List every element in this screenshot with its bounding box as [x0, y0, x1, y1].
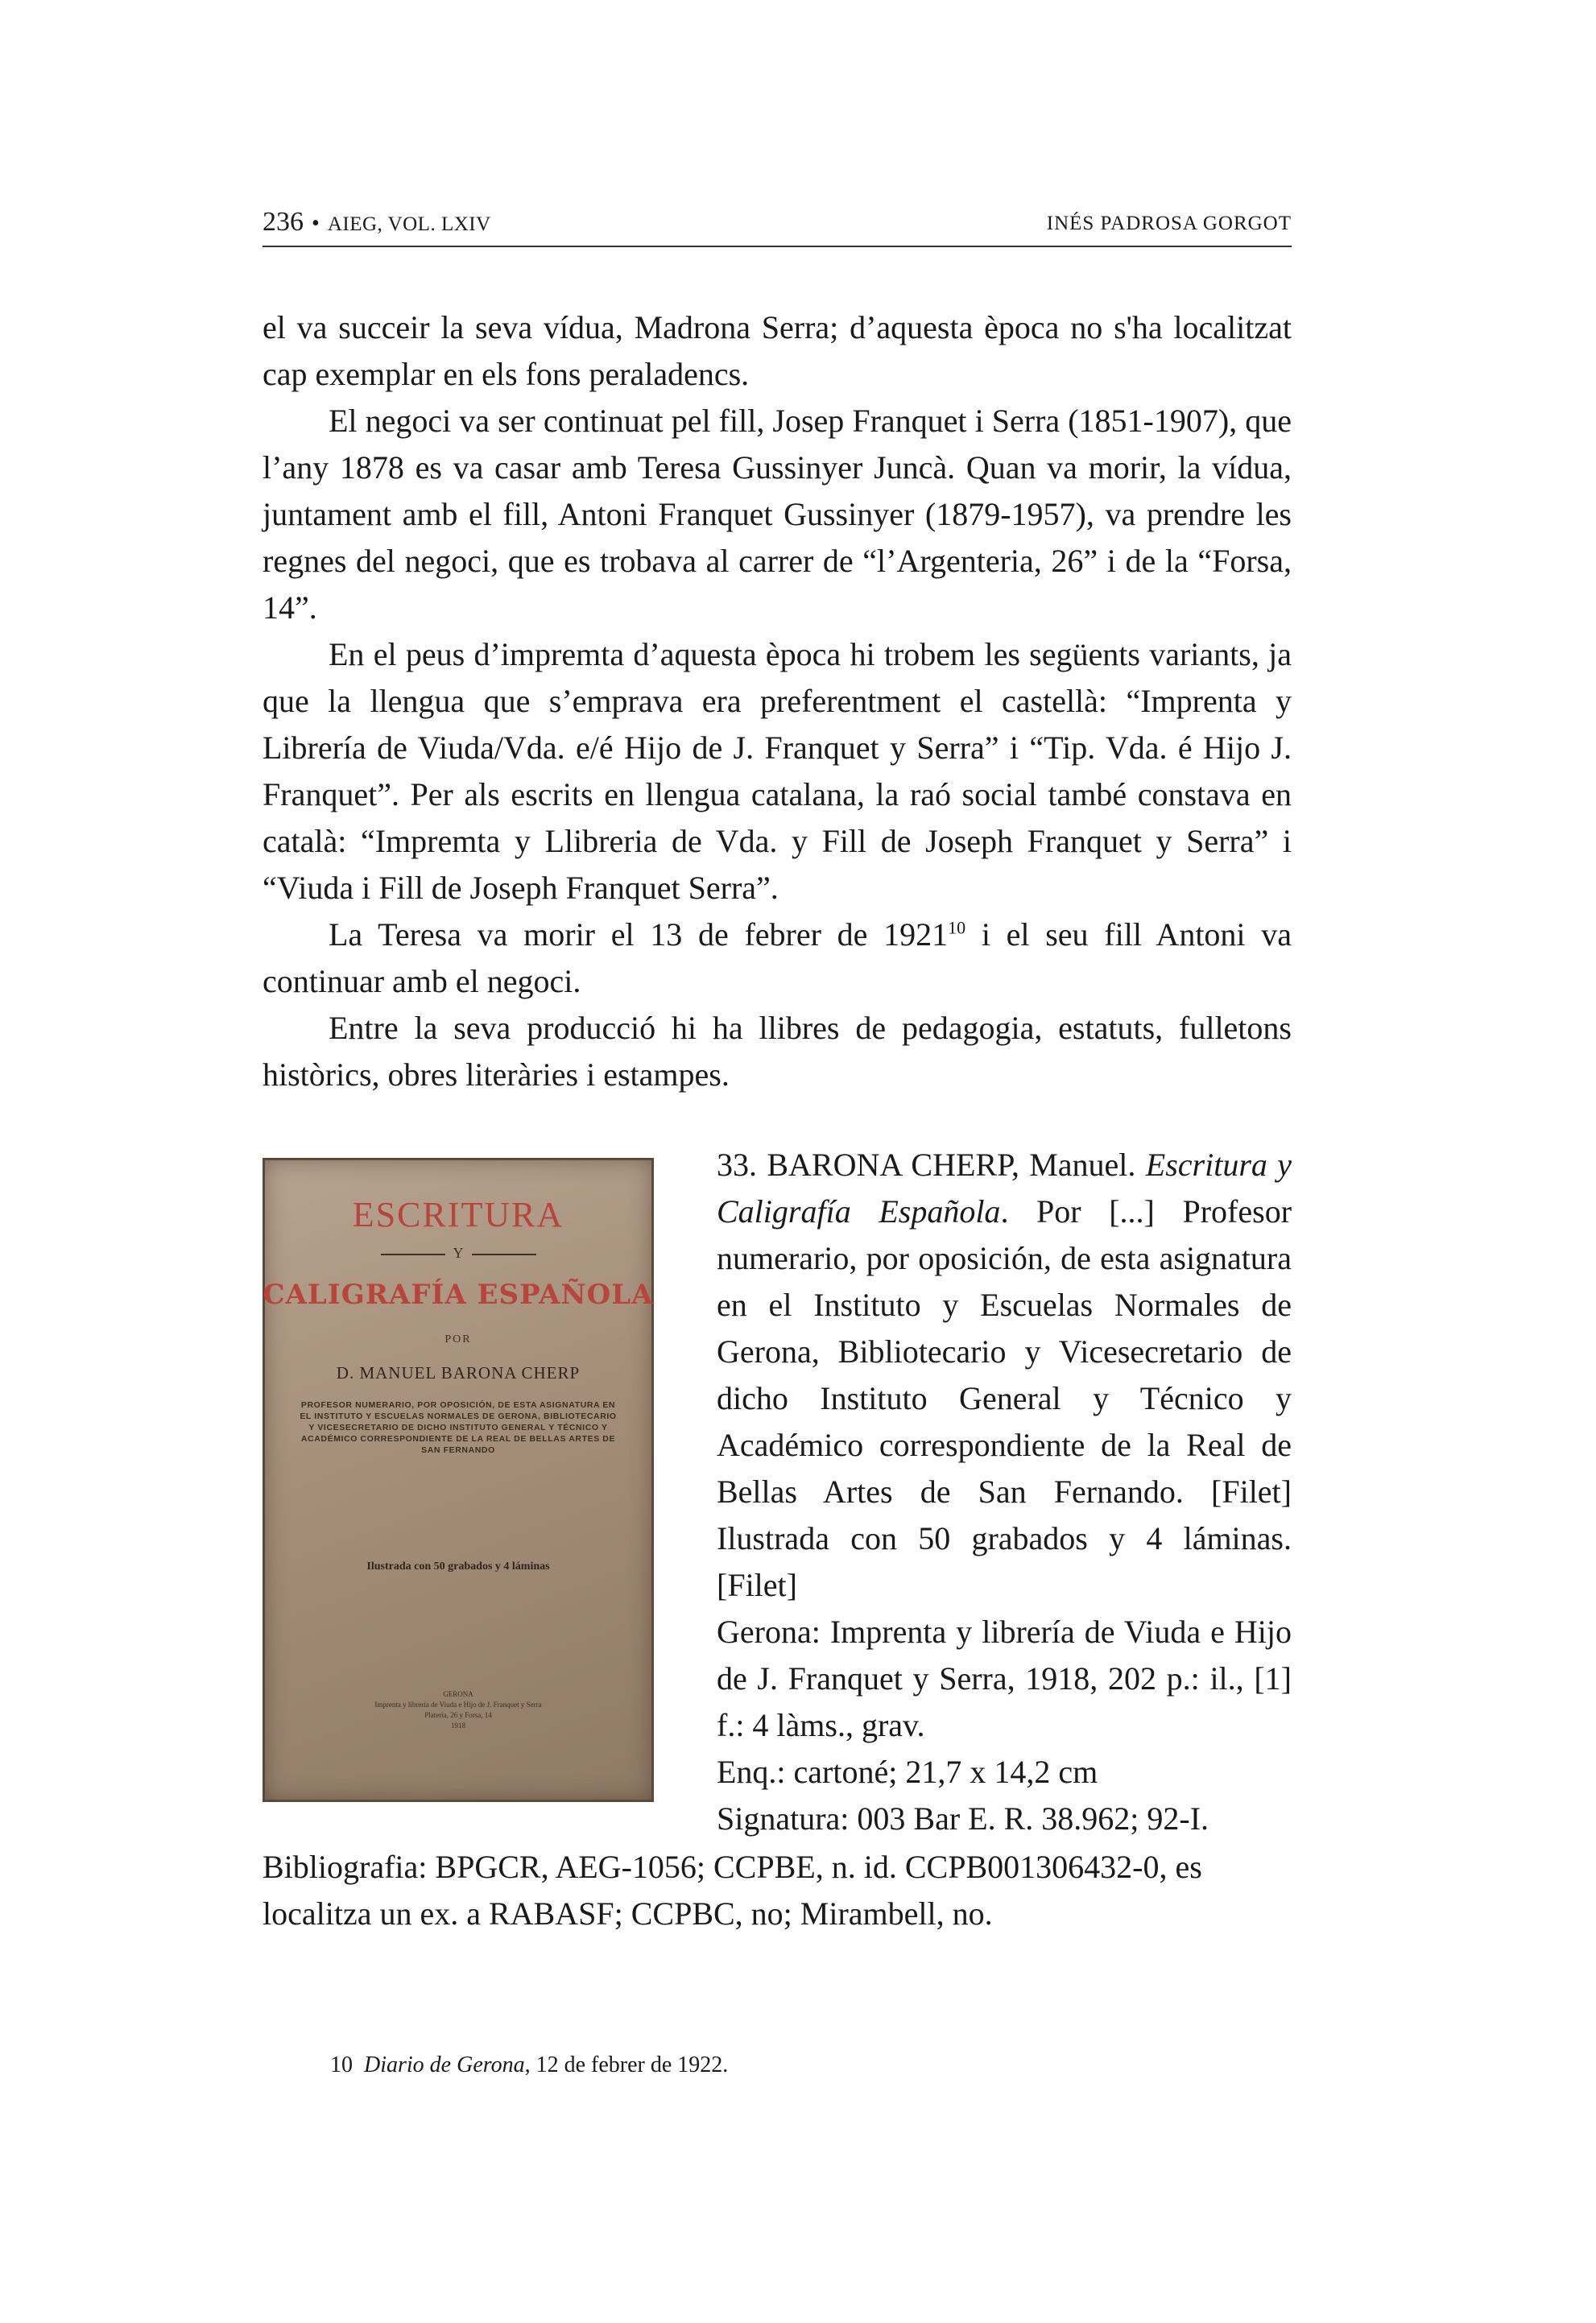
paragraph-5: Entre la seva producció hi ha llibres de pedagogia, estatuts, fulletons històrics, obres literàries i estampes.: [263, 1010, 1292, 1093]
entry-description: [717, 1142, 1292, 1609]
cover-illustrated: Ilustrada con 50 grabados y 4 láminas: [366, 1560, 550, 1573]
entry-imprint: Gerona: Imprenta y librería de Viuda e Hijo de J. Franquet y Serra, 1918, 202 p.: il., [1] f.: 4 làms., grav.: [717, 1614, 1292, 1743]
cover-por: POR: [444, 1333, 472, 1345]
cover-imprint-city: GERONA: [443, 1690, 473, 1698]
footnote-ref-10: 10: [948, 917, 966, 938]
cover-title: ESCRITURA: [352, 1195, 564, 1234]
running-header: [263, 205, 1292, 247]
cover-imprint-year: 1918: [451, 1722, 465, 1730]
paragraph-3: En el peus d’impremta d’aquesta època hi trobem les següents variants, ja que la llengua que s’emprava era preferentment el castellà: “Imprenta y Librería de Viuda/Vda. e/é Hijo de J. Franquet y Serra” i “Tip. Vda. é Hijo J. Franquet”. Per als escrits en llengua catalana, la raó social també constava en català: “Impremta y Llibreria de Vda. y Fill de Joseph Franquet y Serra” i “Viuda i Fill de Joseph Franquet Serra”.: [263, 636, 1292, 906]
header-separator: •: [312, 211, 320, 236]
entry-binding: Enq.: cartoné; 21,7 x 14,2 cm: [717, 1754, 1098, 1790]
footnote-source: Diario de Gerona: [364, 2052, 525, 2077]
cover-author: D. MANUEL BARONA CHERP: [336, 1363, 581, 1383]
entry-bibliography: Bibliografia: BPGCR, AEG-1056; CCPBE, n. id. CCPB001306432-0, es localitza un ex. a RABASF; CCPBC, no; Mirambell, no.: [263, 1849, 1202, 1932]
catalog-entry: [717, 1142, 1292, 1842]
body-text: [263, 304, 1292, 1098]
paragraph-4-text-end: i el seu fill Antoni va continuar amb el negoci.: [263, 916, 1292, 999]
cover-imprint-line: Imprenta y librería de Viuda e Hijo de J. Franquet y Serra: [374, 1701, 542, 1709]
cover-imprint-address: Platería, 26 y Forsa, 14: [424, 1711, 492, 1719]
cover-y-letter: Y: [453, 1245, 464, 1261]
entry-title: Escritura y Caligrafía Española: [717, 1147, 1292, 1230]
paragraph-1: el va succeir la seva vídua, Madrona Serra; d’aquesta època no s'ha localitzat cap exemplar en els fons peraladencs.: [263, 309, 1292, 392]
entry-bibliography-block: [263, 1844, 1292, 1937]
entry-description-rest: . Por [...] Profesor numerario, por oposición, de esta asignatura en el Instituto y Escuelas Normales de Gerona, Bibliotecario y Vicesecretario de dicho Instituto General y Técnico y Académico correspondiente de la Real de Bellas Artes de San Fernando. [Filet] Ilustrada con 50 grabados y 4 láminas. [Filet]: [717, 1193, 1292, 1603]
cover-imprint: [311, 1689, 606, 1731]
book-cover-image: [263, 1158, 654, 1802]
cover-blurb: PROFESOR NUMERARIO, POR OPOSICIÓN, DE ESTA ASIGNATURA EN EL INSTITUTO Y ESCUELAS NORMALES DE GERONA, BIBLIOTECARIO Y VICESECRETARIO DE DICHO INSTITUTO GENERAL Y TÉCNICO Y ACADÉMICO CORRESPONDIENTE DE LA REAL DE BELLAS ARTES DE SAN FERNANDO: [300, 1400, 617, 1455]
footnote-text: , 12 de febrer de 1922.: [524, 2052, 729, 2077]
header-author: INÉS PADROSA GORGOT: [1046, 213, 1292, 234]
page-number: 236: [263, 207, 304, 237]
footnote-number: 10: [330, 2052, 353, 2077]
cover-y: [263, 1245, 654, 1262]
journal-name: AIEG, VOL. LXIV: [327, 213, 491, 235]
entry-signature: Signatura: 003 Bar E. R. 38.962; 92-I.: [717, 1800, 1209, 1837]
header-left: [263, 205, 491, 242]
entry-number-author: 33. BARONA CHERP, Manuel.: [717, 1147, 1136, 1183]
paragraph-4: [263, 911, 1292, 1005]
paragraph-4-text: La Teresa va morir el 13 de febrer de 1921: [329, 916, 949, 953]
footnote-10: [330, 2049, 1292, 2081]
paragraph-2: El negoci va ser continuat pel fill, Josep Franquet i Serra (1851-1907), que l’any 1878 es va casar amb Teresa Gussinyer Juncà. Quan va morir, la vídua, juntament amb el fill, Antoni Franquet Gussinyer (1879-1957), va prendre les regnes del negoci, que es trobava al carrer de “l’Argenteria, 26” i de la “Forsa, 14”.: [263, 403, 1292, 626]
cover-subtitle: CALIGRAFÍA ESPAÑOLA: [263, 1279, 654, 1311]
